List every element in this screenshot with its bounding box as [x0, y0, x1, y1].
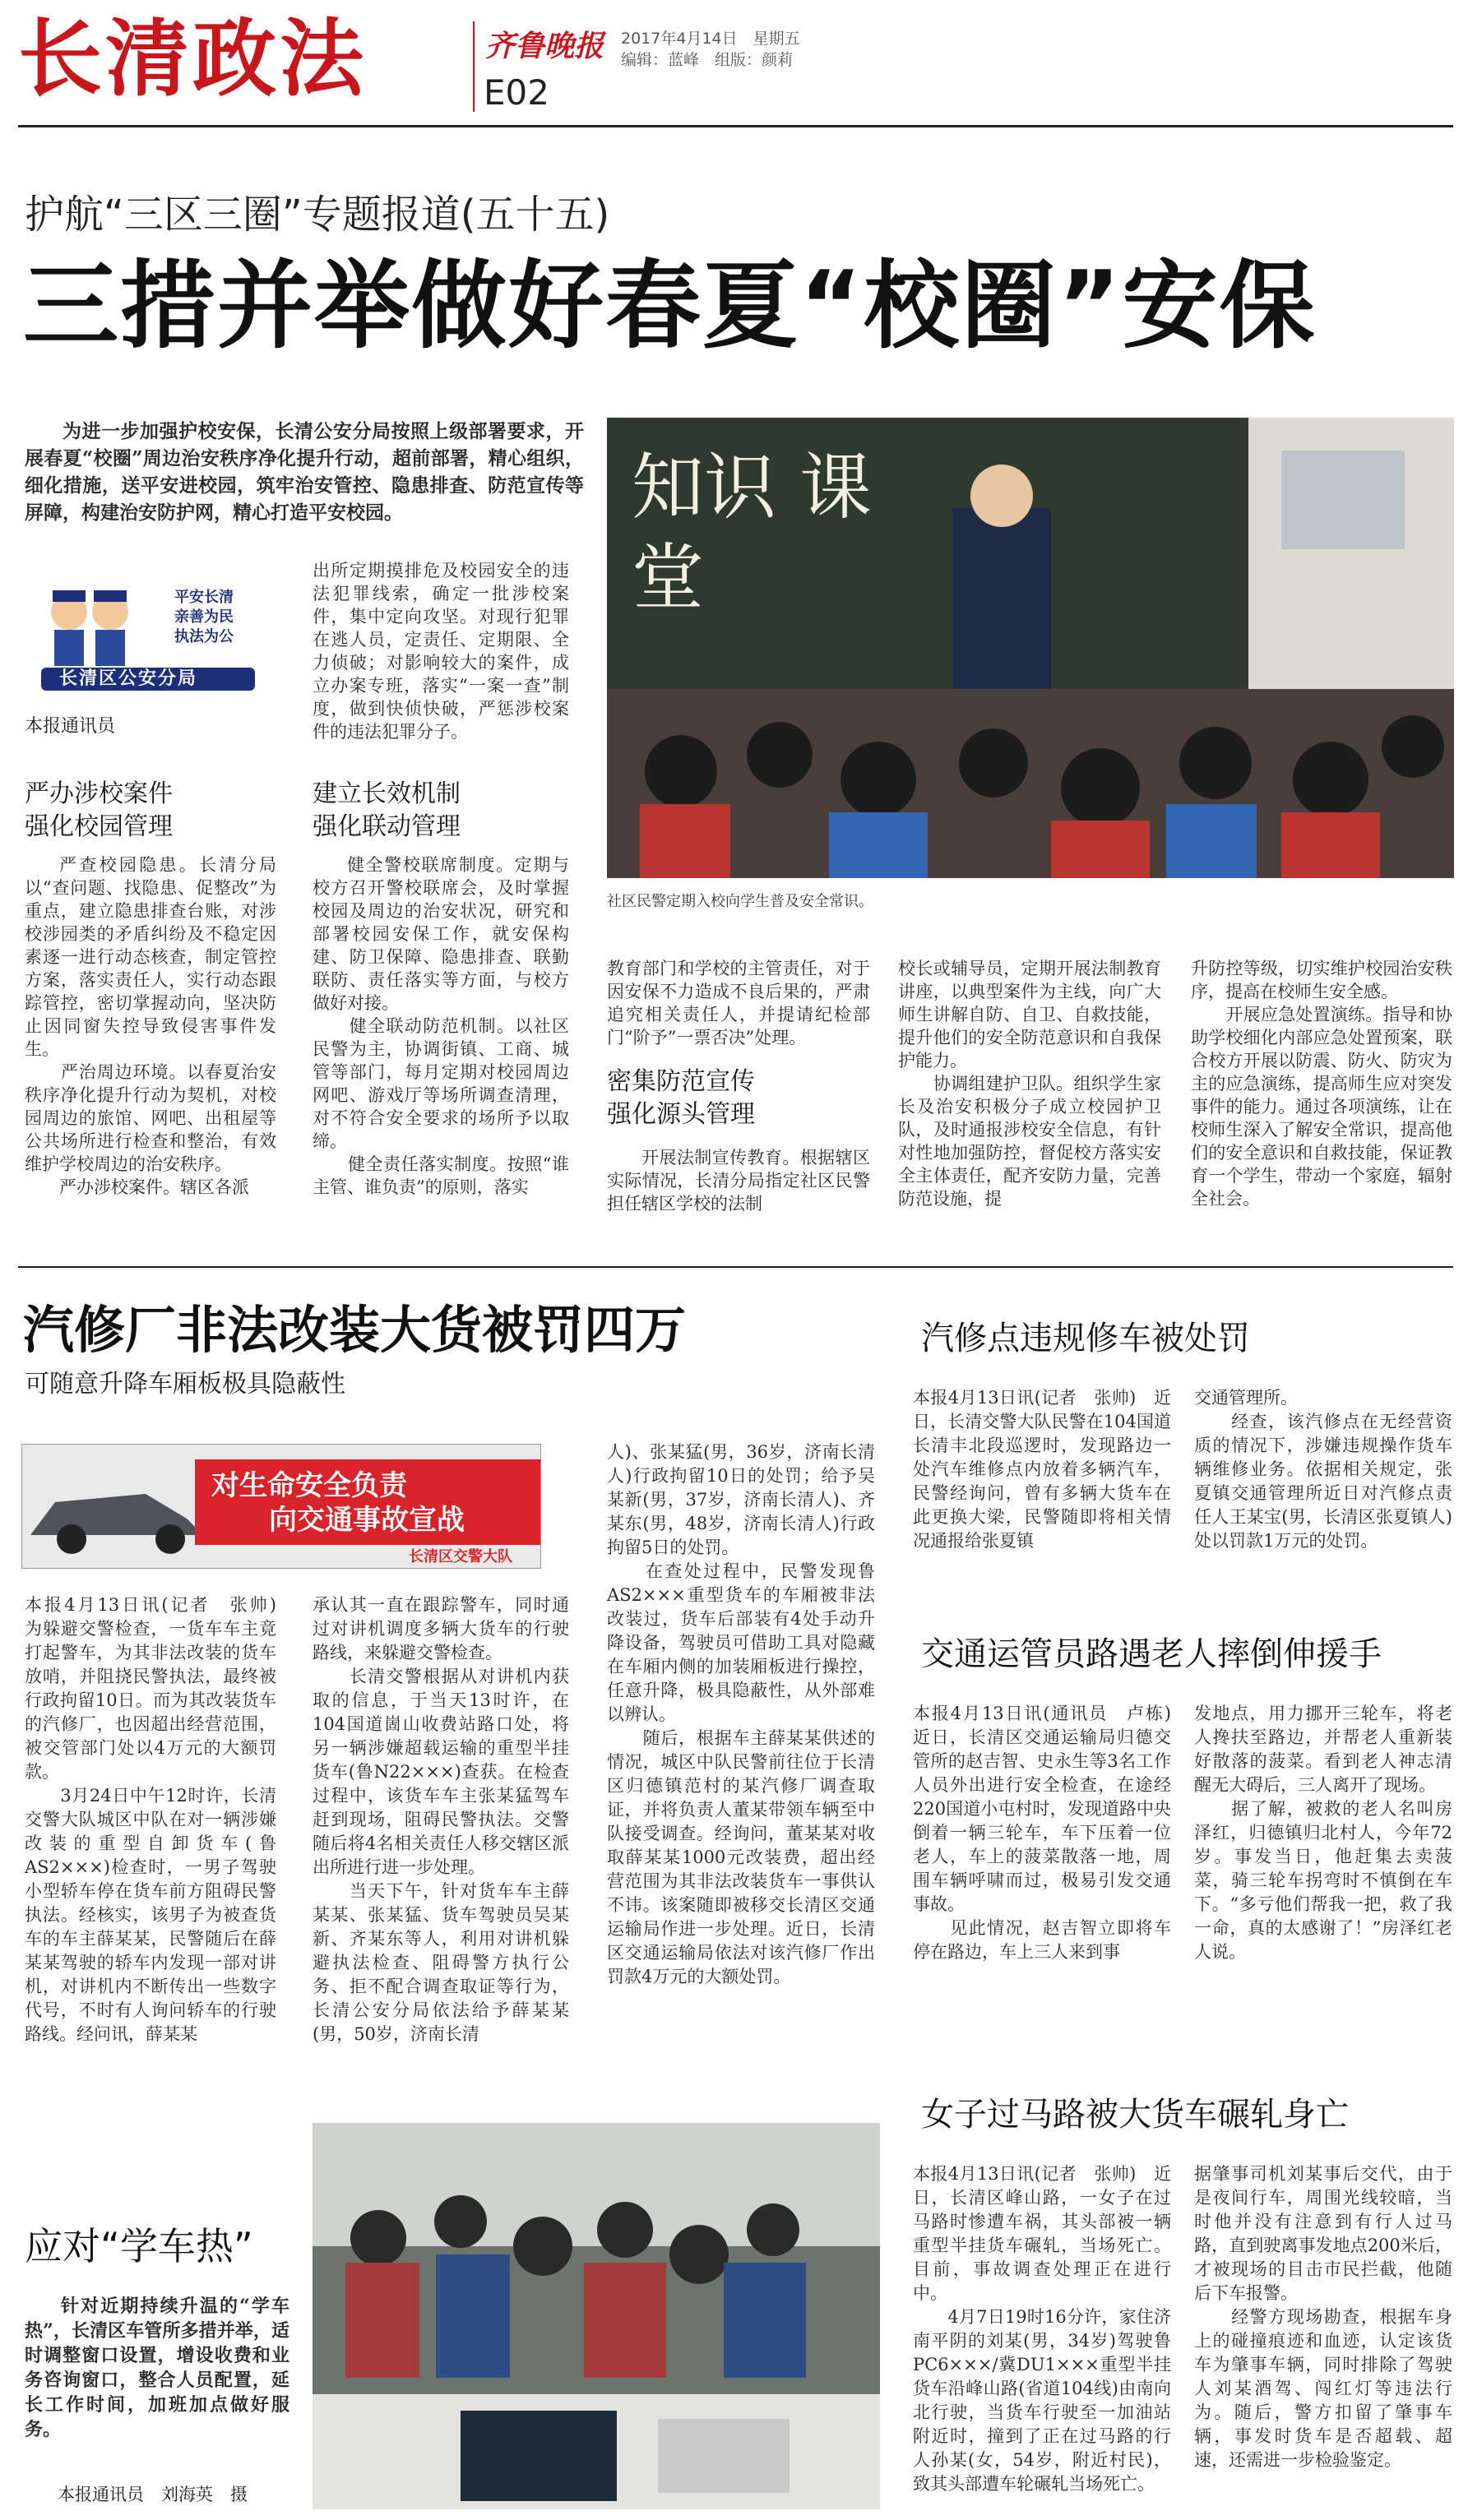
driving-school-photo: [313, 2123, 880, 2509]
paper-logo: 齐鲁晚报: [485, 29, 604, 63]
article-d-col1: 本报4月13日讯(记者 张帅) 近日，长清区峰山路，一女子在过马路时惨遭车祸，其头部被一辆重型半挂货车碾轧，当场死亡。目前，事故调查处理正在进行中。 4月7日19时16分许，家住济南平阴的刘某(男，34岁)驾驶鲁PC6×××/冀DU1×××重型半挂货车沿峰山路(省道104线)由南向北行驶，当货车行驶至一加油站附近时，撞到了正在过马路的行人孙某(女，54岁，附近村民)，致其头部遭车轮碾轧当场死亡。: [913, 2164, 1171, 2494]
article-a-col1: 本报4月13日讯(记者 张帅) 为躲避交警检查，一货车车主竟打起警车，为其非法改装的货车放哨，并阻挠民警执法，最终被行政拘留10日。而为其改装货车的汽修厂，也因超出经营范围，被交管部门处以4万元的大额罚款。 3月24日中午12时许，长清交警大队城区中队在对一辆涉嫌改装的重型自卸货车(鲁AS2×××)检查时，一男子驾驶小型轿车停在货车前方阻碍民警执法。经核实，该男子为被查货车的车主薛某某，民警随后在薛某某驾驶的轿车内发现一部对讲机，对讲机内不断传出一些数字代号，不时有人询问轿车的行驶路线。经问讯，薛某某: [25, 1595, 276, 2044]
article-d-headline: 女子过马路被大货车碾轧身亡: [921, 2096, 1349, 2134]
feature-lead: 为进一步加强护校安保，长清公安分局按照上级部署要求，开展春夏“校圈”周边治安秩序净化提升行动，超前部署，精心组织，细化措施，送平安进校园，筑牢治安管控、隐患排查、防范宣传等屏障，构建治安防护网，精心打造平安校园。: [25, 420, 584, 524]
feature-col4: 校长或辅导员，定期开展法制教育讲座，以典型案件为主线，向广大师生讲解自防、自卫、自救技能，提升他们的安全防范意识和自我保护能力。 协调组建护卫队。组织学生家长及治安积极分子成立校园护卫队，及时通报涉校安全信息，有针对性地加强防控，督促校方落实安全主体责任，配齐安防力量，完善防范设施，提: [898, 959, 1161, 1209]
masthead-divider: [473, 21, 475, 112]
section2-title-1: 建立长效机制: [313, 779, 461, 808]
article-e-text: 针对近期持续升温的“学车热”，长清区车管所多措并举，适时调整窗口设置，增设收费和业务咨询窗口，整合人员配置，延长工作时间，加班加点做好服务。: [25, 2296, 289, 2440]
feature-col2b: 健全警校联席制度。定期与校方召开警校联席会，及时掌握校园及周边的治安状况，研究和部署校园安保工作，就安保构建、防卫保障、隐患排查、联勤联防、责任落实等方面，与校方做好对接。 健全联动防范机制。以社区民警为主，协调街镇、工商、城管等部门，每月定期对校园周边网吧、游戏厅等场所调查清理，对不符合安全要求的场所予以取缔。 健全责任落实制度。按照“谁主管、谁负责”的原则，落实: [313, 855, 569, 1197]
section1-title-1: 严办涉校案件: [25, 779, 173, 808]
logo-name: 长清区公安分局: [59, 668, 198, 689]
banner-line-2: 向交通事故宣战: [269, 1504, 465, 1537]
feature-kicker: 护航“三区三圈”专题报道(五十五): [25, 192, 610, 238]
banner-line-1: 对生命安全负责: [211, 1469, 407, 1502]
article-a-subhead: 可随意升降车厢板极具隐蔽性: [25, 1370, 345, 1399]
article-a-col3: 人)、张某猛(男，36岁，济南长清人)行政拘留10日的处罚；给予吴某新(男，37岁，济南长清人)、齐某东(男，48岁，济南长清人)行政拘留5日的处罚。 在查处过程中，民警发现鲁AS2×××重型货车的车厢被非法改装过，货车后部装有4处手动升降设备，驾驶员可借助工具对隐藏在车厢内侧的加装厢板进行操控，任意升降，极具隐蔽性，从外部难以辨认。 随后，根据车主薛某某供述的情况，城区中队民警前往位于长清区归德镇范村的某汽修厂调查取证，并将负责人董某带领车辆至中队接受调查。经询问，董某某对收取薛某某1000元改装费，超出经营范围为其非法改装货车一事供认不讳。该案随即被移交长清区交通运输局作进一步处理。近日，长清区交通运输局依法对该汽修厂作出罚款4万元的大额处罚。: [607, 1442, 875, 1986]
article-c-col2: 发地点，用力挪开三轮车，将老人搀扶至路边，并帮老人重新装好散落的菠菜。看到老人神志清醒无大碍后，三人离开了现场。 据了解，被救的老人名叫房泽红，归德镇归北村人，今年72岁。事发当日，他赶集去卖菠菜，骑三轮车拐弯时不慎倒在车下。“多亏他们帮我一把，救了我一命，真的太感谢了！”房泽红老人说。: [1194, 1704, 1452, 1962]
section3-title-1: 密集防范宣传: [607, 1067, 755, 1096]
masthead-rule: [18, 125, 1453, 127]
editor-line: 编辑：蓝峰 组版：颜莉: [621, 51, 794, 69]
feature-col3a: 教育部门和学校的主管责任，对于因安保不力造成不良后果的，严肃追究相关责任人，并提请纪检部门“阶予”一票否决”处理。: [607, 959, 870, 1047]
feature-col1: 严查校园隐患。长清分局以“查问题、找隐患、促整改”为重点，建立隐患排查台账，对涉校涉园类的矛盾纠纷及不稳定因素逐一进行动态核查，制定管控方案，落实责任人，实行动态跟踪管控，密切掌握动向，坚决防止因同窗失控导致侵害事件发生。 严治周边环境。以春夏治安秩序净化提升行动为契机，对校园周边的旅馆、网吧、出租屋等公共场所进行检查和整治，有效维护学校周边的治安秩序。 严办涉校案件。辖区各派: [25, 855, 276, 1197]
logo-line-1: 平安长清: [174, 589, 234, 606]
feature-headline: 三措并举做好春夏“校圈”安保: [23, 251, 1317, 362]
article-b-col2: 交通管理所。 经查，该汽修点在无经营资质的情况下，涉嫌违规操作货车辆维修业务。依据相关规定，张夏镇交通管理所近日对汽修点责任人王某宝(男，长清区张夏镇人)处以罚款1万元的处罚。: [1194, 1388, 1452, 1551]
section1-title-2: 强化校园管理: [25, 812, 173, 841]
page-number: E02: [484, 72, 549, 113]
feature-byline: 本报通讯员: [25, 716, 116, 737]
date-line: 2017年4月14日 星期五: [621, 30, 800, 48]
masthead-title: 长清政法: [18, 11, 367, 109]
article-e-byline: 本报通讯员 刘海英 摄: [58, 2485, 248, 2504]
article-c-col1: 本报4月13日讯(通讯员 卢栋) 近日，长清区交通运输局归德交管所的赵吉智、史永生等3名工作人员外出进行安全检查，在途经220国道小屯村时，发现道路中央倒着一辆三轮车，车下压着一位老人，车上的菠菜散落一地，周围车辆呼啸而过，极易引发交通事故。 见此情况，赵吉智立即将车停在路边，车上三人来到事: [913, 1704, 1171, 1962]
article-a-headline: 汽修厂非法改装大货被罚四万: [23, 1300, 687, 1360]
section-rule: [18, 1266, 1453, 1268]
article-b-headline: 汽修点违规修车被处罚: [921, 1320, 1250, 1357]
banner-org: 长清区交警大队: [409, 1548, 512, 1565]
article-a-col2: 承认其一直在跟踪警车，同时通过对讲机调度多辆大货车的行驶路线，来躲避交警检查。 长清交警根据从对讲机内获取的信息，于当天13时许，在104国道崮山收费站路口处，将另一辆涉嫌超载运输的重型半挂货车(鲁N22×××)查获。在检查过程中，该货车车主张某猛驾车赶到现场，阻碍民警执法。交警随后将4名相关责任人移交辖区派出所进行进一步处理。 当天下午，针对货车车主薛某某、张某猛、货车驾驶员吴某新、齐某东等人，利用对讲机躲避执法检查、阻碍警方执行公务、拒不配合调查取证等行为，长清公安分局依法给予薛某某(男，50岁，济南长清: [313, 1595, 569, 2044]
logo-line-2: 亲善为民: [174, 608, 234, 626]
section2-title-2: 强化联动管理: [313, 812, 461, 841]
article-b-col1: 本报4月13日讯(记者 张帅) 近日，长清交警大队民警在104国道长清丰北段巡逻时，发现路边一处汽车维修点内放着多辆汽车，民警经询问，曾有多辆大货车在此更换大梁，民警随即将相关情况通报给张夏镇: [913, 1388, 1171, 1551]
section3-title-2: 强化源头管理: [607, 1100, 755, 1129]
classroom-photo: [607, 418, 1454, 878]
traffic-banner: [21, 1444, 541, 1569]
chalkboard-text: 知识 课堂: [632, 445, 872, 620]
article-d-col2: 据肇事司机刘某事后交代，由于是夜间行车，周围光线较暗，当时他并没有注意到有行人过马路，直到驶离事发地点200米后，才被现场的目击市民拦截，他随后下车报警。 经警方现场勘查，根据车身上的碰撞痕迹和血迹，认定该货车为肇事车辆，同时排除了驾驶人刘某酒驾、闯红灯等违法行为。随后，警方扣留了肇事车辆，事发时货车是否超载、超速，还需进一步检验鉴定。: [1194, 2164, 1452, 2470]
feature-col2a: 出所定期摸排危及校园安全的违法犯罪线索，确定一批涉校案件，集中定向攻坚。对现行犯罪在逃人员，定责任、定期限、全力侦破；对影响较大的案件，成立办案专班，落实“一案一查”制度，做到快侦快破，严惩涉校案件的违法犯罪分子。: [313, 561, 569, 742]
police-logo: [35, 576, 257, 691]
logo-line-3: 执法为公: [174, 628, 234, 645]
feature-col5: 升防控等级，切实维护校园治安秩序，提高在校师生安全感。 开展应急处置演练。指导和协助学校细化内部应急处置预案，联合校方开展以防震、防火、防灾为主的应急演练，提高师生应对突发事件的能力。通过各项演练，让在校师生深入了解安全常识，提高他们的安全意识和自救技能，保证教育一个学生，带动一个家庭，辐射全社会。: [1191, 959, 1452, 1209]
article-e-headline: 应对“学车热”: [25, 2224, 253, 2268]
photo-caption: 社区民警定期入校向学生普及安全常识。: [607, 893, 873, 910]
article-c-headline: 交通运管员路遇老人摔倒伸援手: [921, 1635, 1382, 1673]
feature-col3b: 开展法制宣传教育。根据辖区实际情况，长清分局指定社区民警担任辖区学校的法制: [607, 1148, 870, 1214]
